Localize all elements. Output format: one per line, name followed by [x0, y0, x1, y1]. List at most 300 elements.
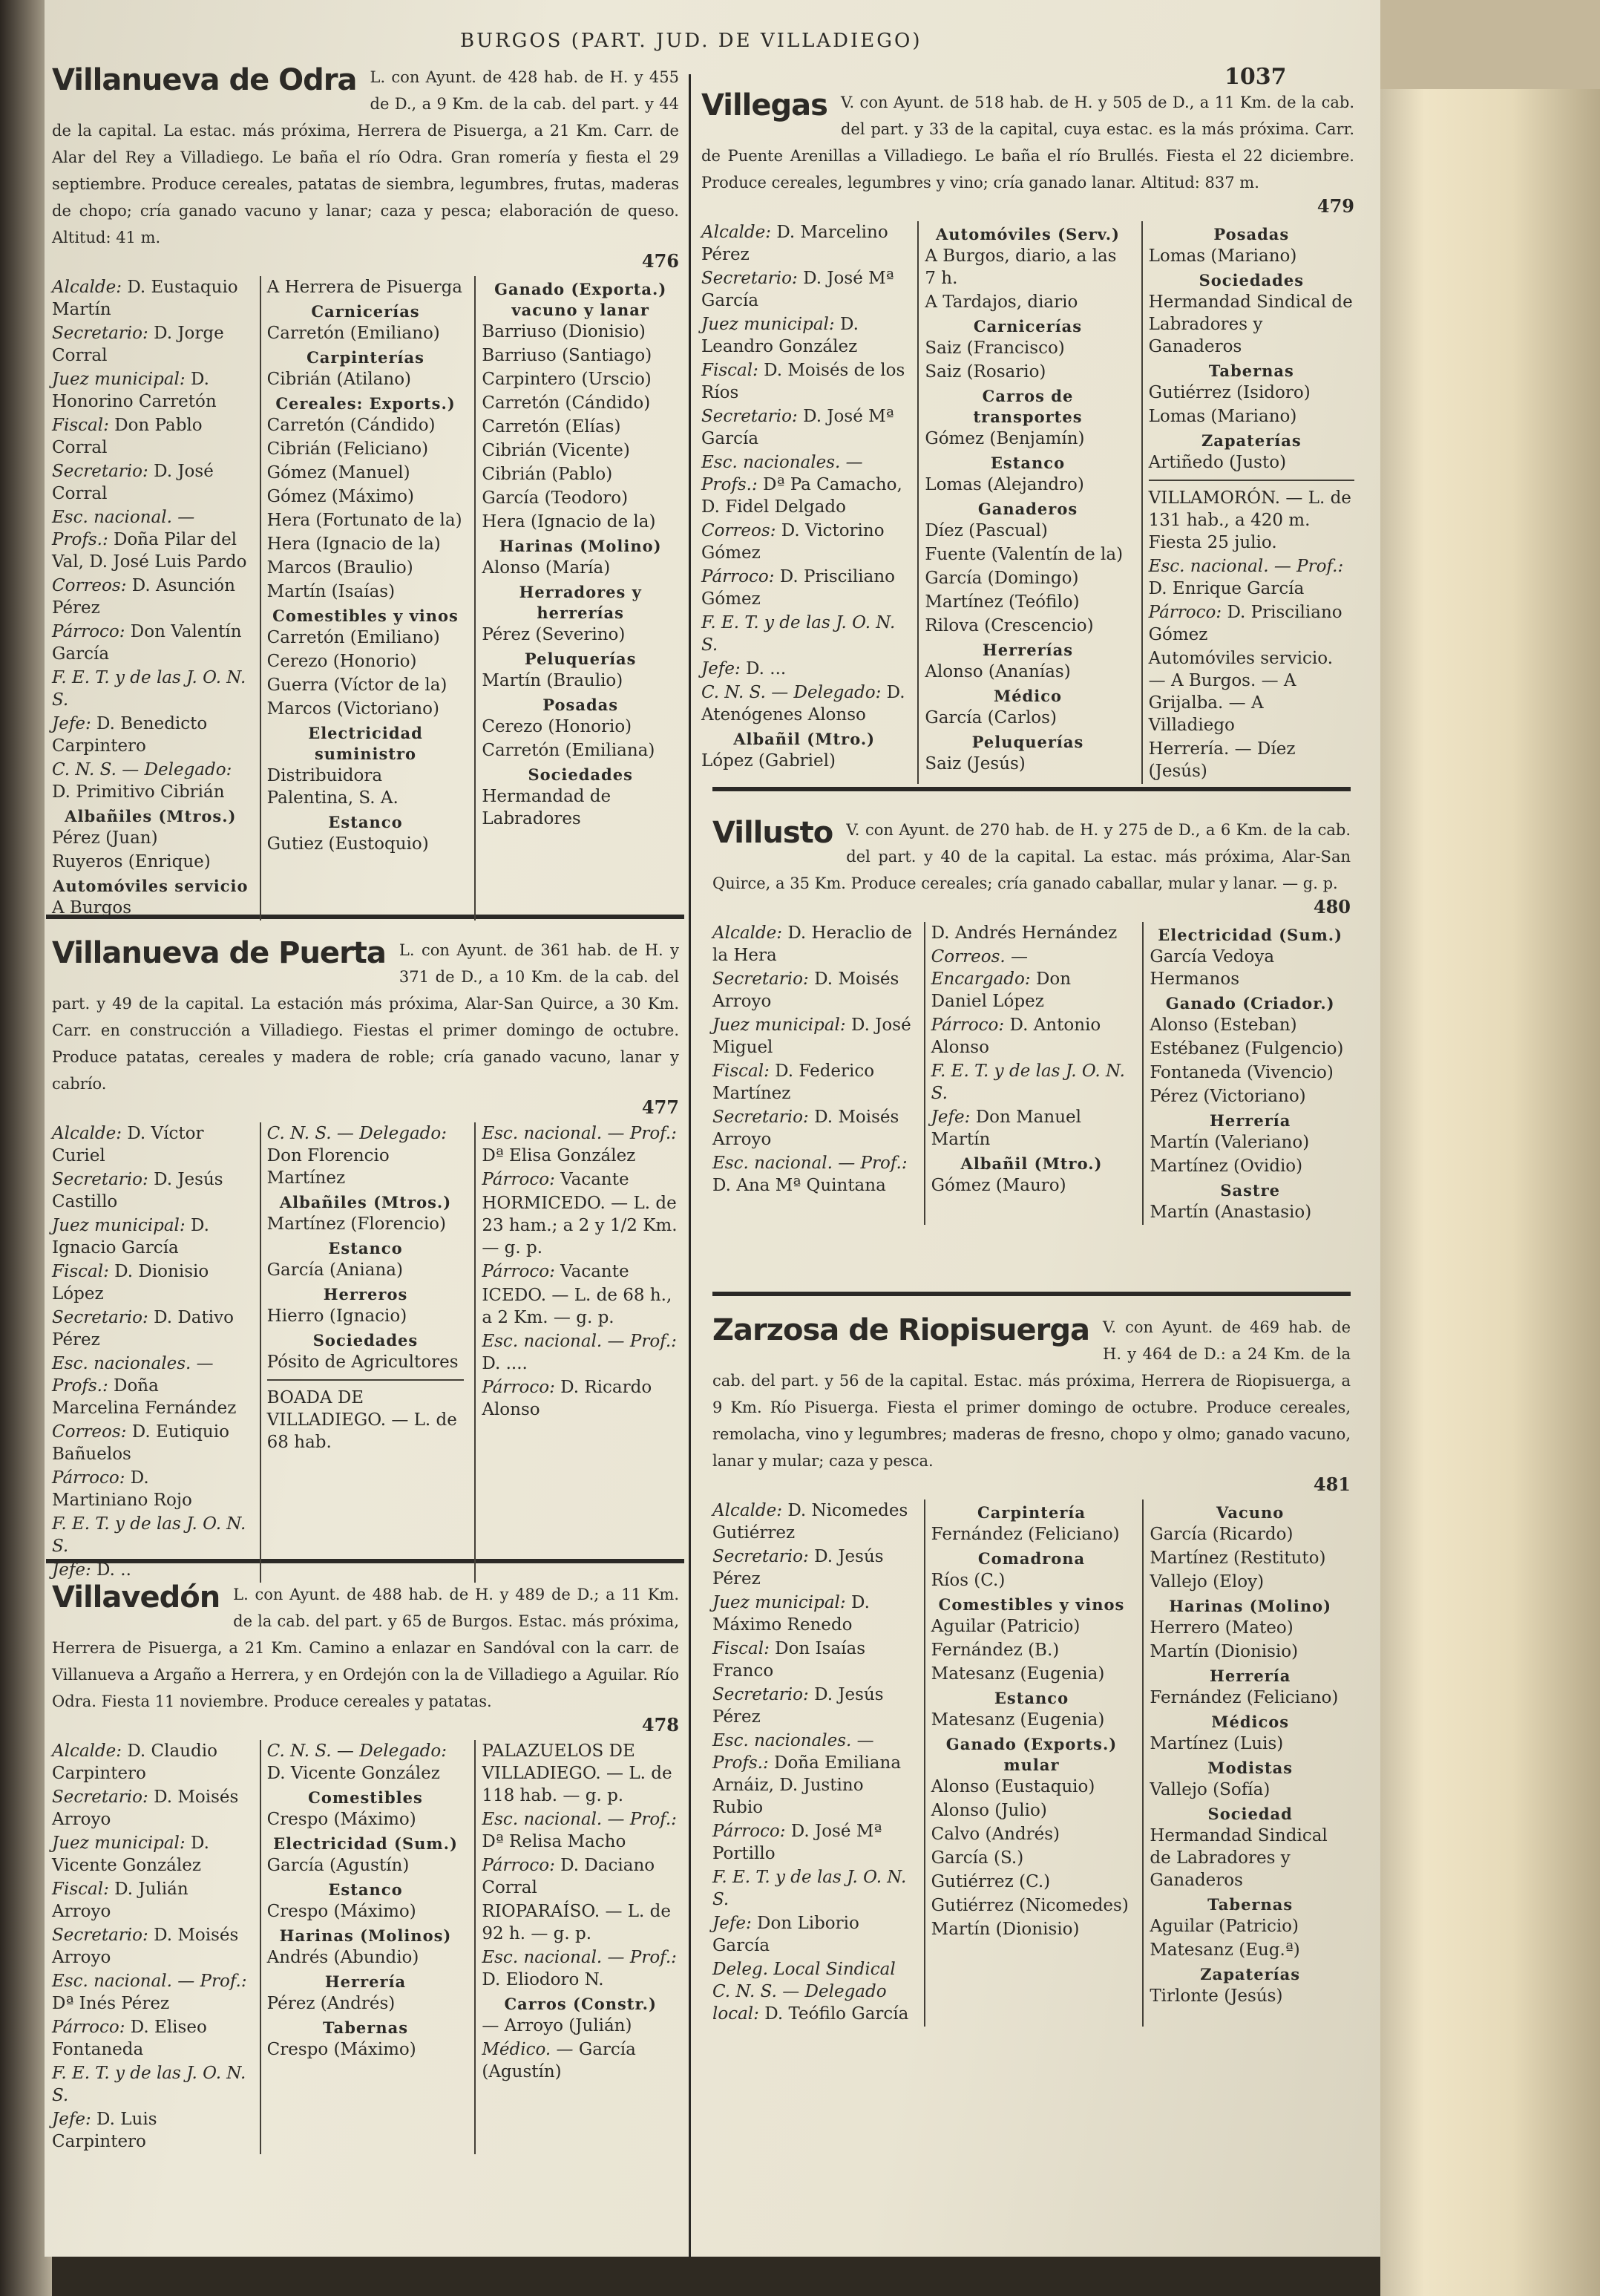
category-heading: Cereales: Exports.) — [275, 394, 456, 413]
official-name: D. Ignacio García — [52, 1216, 209, 1257]
entry-number: 479 — [1317, 195, 1354, 217]
category-heading: Herradores y herrerías — [519, 583, 642, 622]
official-line — [1149, 555, 1354, 600]
entry-number: 477 — [641, 1096, 679, 1118]
listing-line: D. Andrés Hernández — [931, 923, 1118, 943]
listing-line: Cibrián (Atilano) — [266, 370, 412, 389]
entry-description: L. con Ayunt. de 428 hab. de H. y 455 de D., a 9 Km. de la cab. del part. y 44 de la capital. La estac. más próxima, Herrera de Pisuerga, a 21 Km. Carr. de Alar del Rey a Villadiego. Le baña el río Odra. Gran romería y fiesta el 29 septiembre. Produce cereales, patatas de siembra, legumbres, frutas, maderas de chopo; cría ganado vacuno y lanar; caza y pesca; elaboración de queso. Altitud: 41 m. — [52, 68, 679, 246]
category-heading: Carpintería — [977, 1503, 1086, 1522]
entry-divider — [712, 1292, 1351, 1296]
official-role: Párroco: — [931, 1015, 1005, 1035]
entry-column — [474, 276, 679, 920]
official-role: Juez municipal: — [52, 1216, 186, 1235]
category-heading: Albañil (Mtro.) — [960, 1154, 1103, 1173]
official-name: D. Federico Martínez — [712, 1062, 875, 1103]
official-line — [701, 221, 907, 266]
official-line — [701, 520, 907, 564]
official-role: Secretario: — [701, 407, 798, 426]
listing-line: Pérez (Andrés) — [266, 1994, 396, 2013]
official-name: Dª Pa Camacho, D. Fidel Delgado — [701, 475, 902, 517]
listing-line: Carretón (Emiliano) — [266, 324, 440, 343]
category-heading: Albañil (Mtro.) — [733, 730, 876, 748]
listing-line: Martín (Dionisio) — [1150, 1642, 1299, 1661]
official-name: D. Moisés Arroyo — [52, 1788, 239, 1829]
listing-line: García (Ricardo) — [1150, 1525, 1294, 1544]
official-line — [701, 612, 907, 656]
entry-number: 480 — [1313, 896, 1351, 918]
official-line — [482, 1946, 679, 1991]
listing-line: Martín (Isaías) — [266, 582, 396, 601]
category-heading: Electricidad (Sum.) — [273, 1834, 458, 1853]
entry-columns — [701, 221, 1354, 784]
official-name: D. Benedicto Carpintero — [52, 714, 208, 756]
official-line — [482, 1122, 679, 1167]
official-line — [712, 1866, 914, 1911]
listing-line: Gómez (Máximo) — [266, 487, 414, 506]
category-heading: Sociedades — [528, 765, 633, 784]
official-name: Don Florencio Martínez — [266, 1146, 390, 1188]
listing-line: Fontaneda (Vivencio) — [1150, 1063, 1334, 1082]
official-line — [712, 968, 914, 1013]
entry-title: Villusto — [712, 816, 833, 850]
listing-line: Artiñedo (Justo) — [1148, 453, 1287, 472]
category-heading: Zapaterías — [1200, 1965, 1301, 1983]
entry-column — [924, 922, 1132, 1225]
official-role: Párroco: — [482, 1262, 555, 1281]
entry-header — [52, 937, 679, 1097]
listing-line: Martín (Valeriano) — [1150, 1133, 1310, 1152]
category-heading: Tabernas — [322, 2018, 409, 2037]
entry-column — [924, 1499, 1132, 2027]
listing-line: Distribuidora Palentina, S. A. — [266, 766, 399, 808]
listing-line: Martínez (Teófilo) — [925, 592, 1080, 612]
entry-column — [1141, 221, 1354, 784]
category-heading: Automóviles servicio — [53, 877, 249, 895]
listing-line: A Tardajos, diario — [925, 292, 1078, 312]
category-heading: Herrería — [1210, 1111, 1291, 1130]
official-line — [701, 566, 907, 610]
official-role: Juez municipal: — [712, 1015, 846, 1035]
official-line — [52, 621, 249, 665]
entry-title: Villanueva de Odra — [52, 63, 357, 97]
sub-entry-divider — [1149, 480, 1354, 481]
category-heading: Estanco — [328, 1880, 403, 1899]
official-name: D. .... — [482, 1354, 528, 1373]
entry-divider — [712, 787, 1351, 791]
official-name: D. Martiniano Rojo — [52, 1468, 192, 1510]
listing-line: Andrés (Abundio) — [266, 1948, 419, 1967]
listing-line: Carretón (Emiliano) — [266, 628, 440, 647]
official-name: D. Moisés Arroyo — [712, 969, 899, 1011]
listing-line: Crespo (Máximo) — [266, 2040, 416, 2059]
official-name: D. Antonio Alonso — [931, 1015, 1101, 1057]
listing-line: Saiz (Jesús) — [925, 754, 1026, 773]
official-role: Secretario: — [52, 324, 148, 343]
listing-line: Aguilar (Patricio) — [1150, 1917, 1299, 1936]
official-role: Esc. nacionales. — Profs.: — [712, 1731, 874, 1773]
official-name: D. Moisés Arroyo — [52, 1926, 239, 1967]
official-name: Doña Marcelina Fernández — [52, 1376, 237, 1418]
official-line — [712, 1820, 914, 1865]
listing-line: García (Domingo) — [925, 569, 1079, 588]
entry-villanueva-de-odra — [52, 64, 679, 920]
official-line — [712, 1546, 914, 1590]
listing-line: Cerezo (Honorio) — [482, 717, 632, 736]
official-role: Fiscal: — [52, 1880, 109, 1899]
category-heading: Harinas (Molinos) — [279, 1926, 452, 1945]
official-line — [701, 267, 907, 312]
category-heading: Posadas — [542, 696, 619, 714]
listing-line: Gómez (Benjamín) — [925, 429, 1085, 448]
listing-line: Pérez (Victoriano) — [1150, 1087, 1306, 1106]
entry-column — [474, 1740, 679, 2154]
official-role: Esc. nacional. — Prof.: — [482, 1948, 677, 1967]
official-line — [712, 1499, 914, 1544]
official-line — [52, 414, 249, 459]
official-name: D. Máximo Renedo — [712, 1593, 870, 1635]
official-role: Esc. nacionales. — Profs.: — [52, 1354, 214, 1396]
official-role: Fiscal: — [52, 416, 109, 435]
category-heading: Tabernas — [1207, 1895, 1294, 1914]
official-line — [712, 1060, 914, 1105]
official-line — [701, 681, 907, 726]
category-heading: Albañiles (Mtros.) — [65, 807, 237, 825]
official-role: Correos: — [52, 576, 127, 595]
official-name: Dª Relisa Macho — [482, 1832, 626, 1851]
listing-line: Vallejo (Sofía) — [1150, 1780, 1271, 1799]
official-role: F. E. T. y de las J. O. N. S. — [52, 668, 246, 710]
listing-line: Gutiérrez (Nicomedes) — [931, 1896, 1129, 1915]
official-role: Fiscal: — [701, 361, 758, 380]
official-name: Don Manuel Martín — [931, 1108, 1081, 1149]
category-heading: Carros (Constr.) — [504, 1995, 657, 2013]
official-name: Doña Pilar del Val, D. José Luis Pardo — [52, 530, 247, 572]
official-name: D. José Mª García — [701, 407, 894, 448]
category-heading: Comestibles y vinos — [938, 1595, 1125, 1614]
category-heading: Estanco — [328, 813, 403, 831]
official-name: D. Prisciliano Gómez — [701, 567, 895, 609]
category-heading: Comadrona — [977, 1549, 1086, 1568]
listing-line: Barriuso (Santiago) — [482, 346, 652, 365]
entry-columns — [712, 922, 1351, 1225]
entry-columns — [712, 1499, 1351, 2027]
listing-line: García (Agustín) — [266, 1856, 410, 1875]
entry-title: Zarzosa de Riopisuerga — [712, 1313, 1089, 1347]
listing-line: Carretón (Cándido) — [482, 393, 651, 413]
category-heading: Médico — [993, 687, 1063, 705]
category-heading: Posadas — [1213, 225, 1290, 243]
official-name: D. Honorino Carretón — [52, 370, 217, 411]
official-role: Secretario: — [52, 1170, 148, 1189]
official-line — [712, 1592, 914, 1636]
listing-line: Lomas (Mariano) — [1148, 246, 1297, 266]
official-line — [52, 276, 249, 321]
listing-line: Hera (Fortunato de la) — [266, 511, 462, 530]
entry-number: 476 — [641, 250, 679, 272]
listing-line: HORMICEDO. — L. de 23 ham.; a 2 y 1/2 Km. — g. p. — [482, 1194, 678, 1257]
official-line — [52, 1353, 249, 1419]
entry-column — [1142, 922, 1351, 1225]
entry-columns — [52, 1122, 679, 1583]
category-heading: Carros de transportes — [973, 387, 1083, 426]
official-name: D. Atenógenes Alonso — [701, 683, 905, 725]
directory-page — [45, 0, 1380, 2257]
official-line — [267, 1740, 465, 1785]
official-role: Secretario: — [712, 969, 809, 989]
official-name: D. Nicomedes Gutiérrez — [712, 1501, 908, 1543]
listing-line: Alonso (Julio) — [931, 1801, 1047, 1820]
column-divider — [689, 74, 691, 2257]
official-role: Juez municipal: — [701, 315, 835, 334]
listing-line: Martínez (Luis) — [1150, 1734, 1284, 1753]
listing-line: García (Aniana) — [266, 1260, 403, 1280]
official-line — [712, 1106, 914, 1151]
listing-line: Fernández (Feliciano) — [931, 1525, 1120, 1544]
listing-line: Martínez (Florencio) — [266, 1214, 446, 1234]
official-line — [712, 1014, 914, 1059]
listing-line: A Burgos, diario, a las 7 h. — [925, 246, 1117, 288]
entry-header — [712, 817, 1351, 897]
listing-line: Ríos (C.) — [931, 1571, 1006, 1590]
listing-line: Fernández (Feliciano) — [1150, 1688, 1339, 1707]
category-heading: Automóviles (Serv.) — [935, 225, 1120, 243]
entry-column — [1142, 1499, 1351, 2027]
listing-line: Lomas (Alejandro) — [925, 475, 1084, 494]
official-line — [267, 1122, 465, 1189]
entry-description: L. con Ayunt. de 361 hab. de H. y 371 de D., a 10 Km. de la cab. del part. y 49 de la capital. La estación más próxima, Alar-San Quirce, a 30 Km. Carr. en construcción a Villadiego. Fiestas el primer domingo de octubre. Produce patatas, cereales y madera de roble; cría ganado vacuno, lanar y cabrío. — [52, 941, 679, 1093]
category-heading: Ganado (Exports.) mular — [945, 1735, 1118, 1774]
official-line — [52, 575, 249, 619]
official-name: D. Ana Mª Quintana — [712, 1176, 886, 1195]
official-role: Párroco: — [482, 1856, 555, 1875]
official-name: D. Eliodoro N. — [482, 1970, 604, 1989]
category-heading: Estanco — [994, 1689, 1069, 1707]
official-line — [52, 368, 249, 413]
official-role: Párroco: — [52, 622, 125, 641]
official-role: Esc. nacional. — Prof.: — [1148, 557, 1344, 576]
entry-header — [712, 1314, 1351, 1474]
entry-column — [712, 1499, 914, 2027]
category-heading: Zapaterías — [1201, 431, 1302, 450]
official-name: D. Jesús Pérez — [712, 1685, 884, 1727]
official-line — [52, 713, 249, 757]
listing-line: Cibrián (Vicente) — [482, 441, 630, 460]
official-name: D. Jesús Castillo — [52, 1170, 223, 1211]
official-name: D. José Corral — [52, 462, 214, 503]
entry-column — [701, 221, 907, 784]
official-role: Jefe: — [931, 1108, 971, 1127]
listing-line: Automóviles servicio. — A Burgos. — A Grijalba. — A Villadiego — [1148, 649, 1334, 735]
listing-line: Alonso (María) — [482, 558, 611, 578]
category-heading: Médicos — [1211, 1713, 1290, 1731]
official-name: Don Isaías Franco — [712, 1639, 866, 1681]
category-heading: Herrerías — [982, 641, 1074, 659]
category-heading: Peluquerías — [971, 733, 1084, 751]
category-heading: Herrería — [1210, 1667, 1291, 1685]
official-name: D. Asunción Pérez — [52, 576, 235, 618]
official-name: D. Marcelino Pérez — [701, 223, 888, 264]
entry-description: V. con Ayunt. de 518 hab. de H. y 505 de D., a 11 Km. de la cab. del part. y 33 de la capital, cuya estac. es la más próxima. Carr. de Puente Arenillas a Villadiego. Le baña el río Brullés. Fiesta el 22 diciembre. Produce cereales, legumbres y vino; cría ganado lanar. Altitud: 837 m. — [701, 94, 1354, 192]
category-heading: Estanco — [990, 454, 1066, 472]
official-line — [52, 1214, 249, 1259]
official-role: Secretario: — [52, 1308, 148, 1327]
official-name: D. Ricardo Alonso — [482, 1378, 652, 1419]
listing-line: Pérez (Juan) — [52, 828, 158, 848]
listing-line: López (Gabriel) — [701, 751, 836, 771]
listing-line: BOADA DE VILLADIEGO. — L. de 68 hab. — [266, 1388, 457, 1452]
official-name: D. Enrique García — [1148, 579, 1305, 598]
official-name: D. Vicente González — [52, 1834, 209, 1875]
official-name: D. Luis Carpintero — [52, 2110, 157, 2151]
official-line — [712, 1638, 914, 1682]
entry-column — [260, 1740, 465, 2154]
official-line — [52, 1467, 249, 1511]
listing-line: Hermandad de Labradores — [482, 787, 612, 828]
official-name: D. Víctor Curiel — [52, 1124, 204, 1165]
official-role: Fiscal: — [712, 1639, 770, 1658]
listing-line: Hera (Ignacio de la) — [482, 512, 656, 532]
official-line — [52, 460, 249, 505]
official-role: Correos: — [701, 521, 776, 540]
running-head: BURGOS (PART. JUD. DE VILLADIEGO) — [460, 30, 922, 52]
official-line — [52, 1513, 249, 1557]
entry-column — [260, 1122, 465, 1583]
official-role: Alcalde: — [52, 1741, 122, 1761]
official-name: D. José Mª García — [701, 269, 894, 310]
listing-line: Cibrián (Pablo) — [482, 465, 613, 484]
category-heading: Carnicerías — [311, 302, 420, 321]
official-role: C. N. S. — Delegado: — [266, 1741, 447, 1761]
entry-title: Villanueva de Puerta — [52, 936, 386, 970]
entry-column — [474, 1122, 679, 1583]
official-role: Esc. nacionales. — Profs.: — [701, 453, 863, 494]
official-line — [52, 667, 249, 711]
listing-line: Gutiérrez (C.) — [931, 1872, 1051, 1891]
listing-line: Marcos (Braulio) — [266, 558, 413, 578]
listing-line: Fernández (B.) — [931, 1641, 1060, 1660]
official-line — [701, 405, 907, 450]
official-line — [52, 1260, 249, 1305]
listing-line: Crespo (Máximo) — [266, 1810, 416, 1829]
listing-line: Carretón (Emiliana) — [482, 741, 655, 760]
official-name: D. Eustaquio Martín — [52, 278, 238, 319]
listing-line: Martín (Anastasio) — [1150, 1203, 1312, 1222]
entry-header — [701, 89, 1354, 196]
official-line — [482, 1808, 679, 1853]
official-name: Don Pablo Corral — [52, 416, 203, 457]
listing-line: Hierro (Ignacio) — [266, 1306, 407, 1326]
listing-line: Matesanz (Eugenia) — [931, 1710, 1105, 1730]
official-line — [701, 359, 907, 404]
official-line — [482, 2038, 679, 2083]
official-role: Párroco: — [1148, 603, 1222, 622]
official-role: Correos: — [52, 1422, 127, 1442]
category-heading: Ganado (Exporta.) vacuno y lanar — [494, 280, 667, 319]
official-name: D. Moisés Arroyo — [712, 1108, 899, 1149]
listing-line: Gómez (Manuel) — [266, 463, 410, 483]
listing-line: Cerezo (Honorio) — [266, 652, 417, 671]
category-heading: Carnicerías — [973, 317, 1083, 336]
listing-line: Pósito de Agricultores — [266, 1353, 459, 1372]
listing-line: Hera (Ignacio de la) — [266, 534, 441, 554]
official-name: Doña Emiliana Arnáiz, D. Justino Rubio — [712, 1753, 902, 1817]
listing-line: Gómez (Mauro) — [931, 1176, 1066, 1195]
official-line — [931, 946, 1132, 1013]
entry-column — [917, 221, 1130, 784]
listing-line: Ruyeros (Enrique) — [52, 852, 211, 871]
official-line — [712, 922, 914, 967]
listing-line: Fuente (Valentín de la) — [925, 545, 1124, 564]
category-heading: Sociedad — [1207, 1805, 1293, 1823]
official-line — [931, 1060, 1132, 1105]
official-line — [52, 1878, 249, 1923]
official-name: Dª Elisa González — [482, 1146, 636, 1165]
official-line — [52, 1421, 249, 1465]
entry-column — [260, 276, 465, 920]
category-heading: Electricidad (Sum.) — [1158, 926, 1343, 944]
listing-line: García (Teodoro) — [482, 488, 629, 508]
official-name: Vacante — [560, 1262, 629, 1281]
entry-title: Villavedón — [52, 1580, 220, 1615]
official-name: D. ... — [746, 659, 787, 678]
official-role: C. N. S. — Delegado: — [266, 1124, 447, 1143]
page-edges — [1380, 0, 1600, 2296]
official-line — [52, 2016, 249, 2061]
listing-line: A Herrera de Pisuerga — [266, 278, 463, 297]
category-heading: Vacuno — [1216, 1503, 1285, 1522]
official-role: F. E. T. y de las J. O. N. S. — [701, 613, 896, 655]
official-role: Esc. nacional. — Profs.: — [52, 508, 195, 549]
official-name: Don Valentín García — [52, 622, 242, 664]
official-line — [701, 313, 907, 358]
official-line — [52, 1786, 249, 1831]
category-heading: Peluquerías — [524, 650, 637, 668]
official-role: Jefe: — [52, 2110, 91, 2129]
official-role: F. E. T. y de las J. O. N. S. — [712, 1868, 907, 1909]
category-heading: Sastre — [1220, 1181, 1281, 1200]
official-name: D. Primitivo Cibrián — [52, 782, 225, 802]
listing-line: Hermandad Sindical de Labradores y Ganaderos — [1148, 292, 1353, 356]
category-heading: Harinas (Molino) — [499, 537, 662, 555]
category-heading: Estanco — [328, 1239, 403, 1257]
official-line — [931, 1106, 1132, 1151]
official-line — [712, 1684, 914, 1728]
official-line — [712, 1958, 914, 2025]
official-role: C. N. S. — Delegado: — [701, 683, 882, 702]
entry-column — [712, 922, 914, 1225]
official-name: D. Jesús Pérez — [712, 1547, 884, 1589]
entry-villanueva-de-puerta — [52, 937, 679, 1583]
sub-entry-divider — [267, 1379, 465, 1381]
entry-description: V. con Ayunt. de 270 hab. de H. y 275 de D., a 6 Km. de la cab. del part. y 40 de la capital. La estac. más próxima, Alar-San Quirce, a 35 Km. Produce cereales; cría ganado caballar, mular y lanar. — g. p. — [712, 821, 1351, 892]
official-line — [52, 1924, 249, 1969]
official-line — [52, 1832, 249, 1877]
listing-line: Pérez (Severino) — [482, 625, 626, 644]
category-heading: Ganado (Criador.) — [1165, 994, 1335, 1013]
listing-line: Hermandad Sindical de Labradores y Ganaderos — [1150, 1826, 1328, 1890]
official-role: Secretario: — [712, 1547, 809, 1566]
official-name: D. Moisés de los Ríos — [701, 361, 905, 402]
listing-line: RIOPARAÍSO. — L. de 92 h. — g. p. — [482, 1902, 672, 1943]
listing-line: Marcos (Victoriano) — [266, 699, 439, 719]
official-role: Fiscal: — [52, 1262, 109, 1281]
official-line — [52, 1740, 249, 1785]
official-role: Juez municipal: — [52, 1834, 186, 1853]
official-name: D. Eliseo Fontaneda — [52, 2018, 207, 2059]
entry-header — [52, 64, 679, 251]
official-name: D. Claudio Carpintero — [52, 1741, 217, 1783]
listing-line: Alonso (Esteban) — [1150, 1015, 1297, 1035]
